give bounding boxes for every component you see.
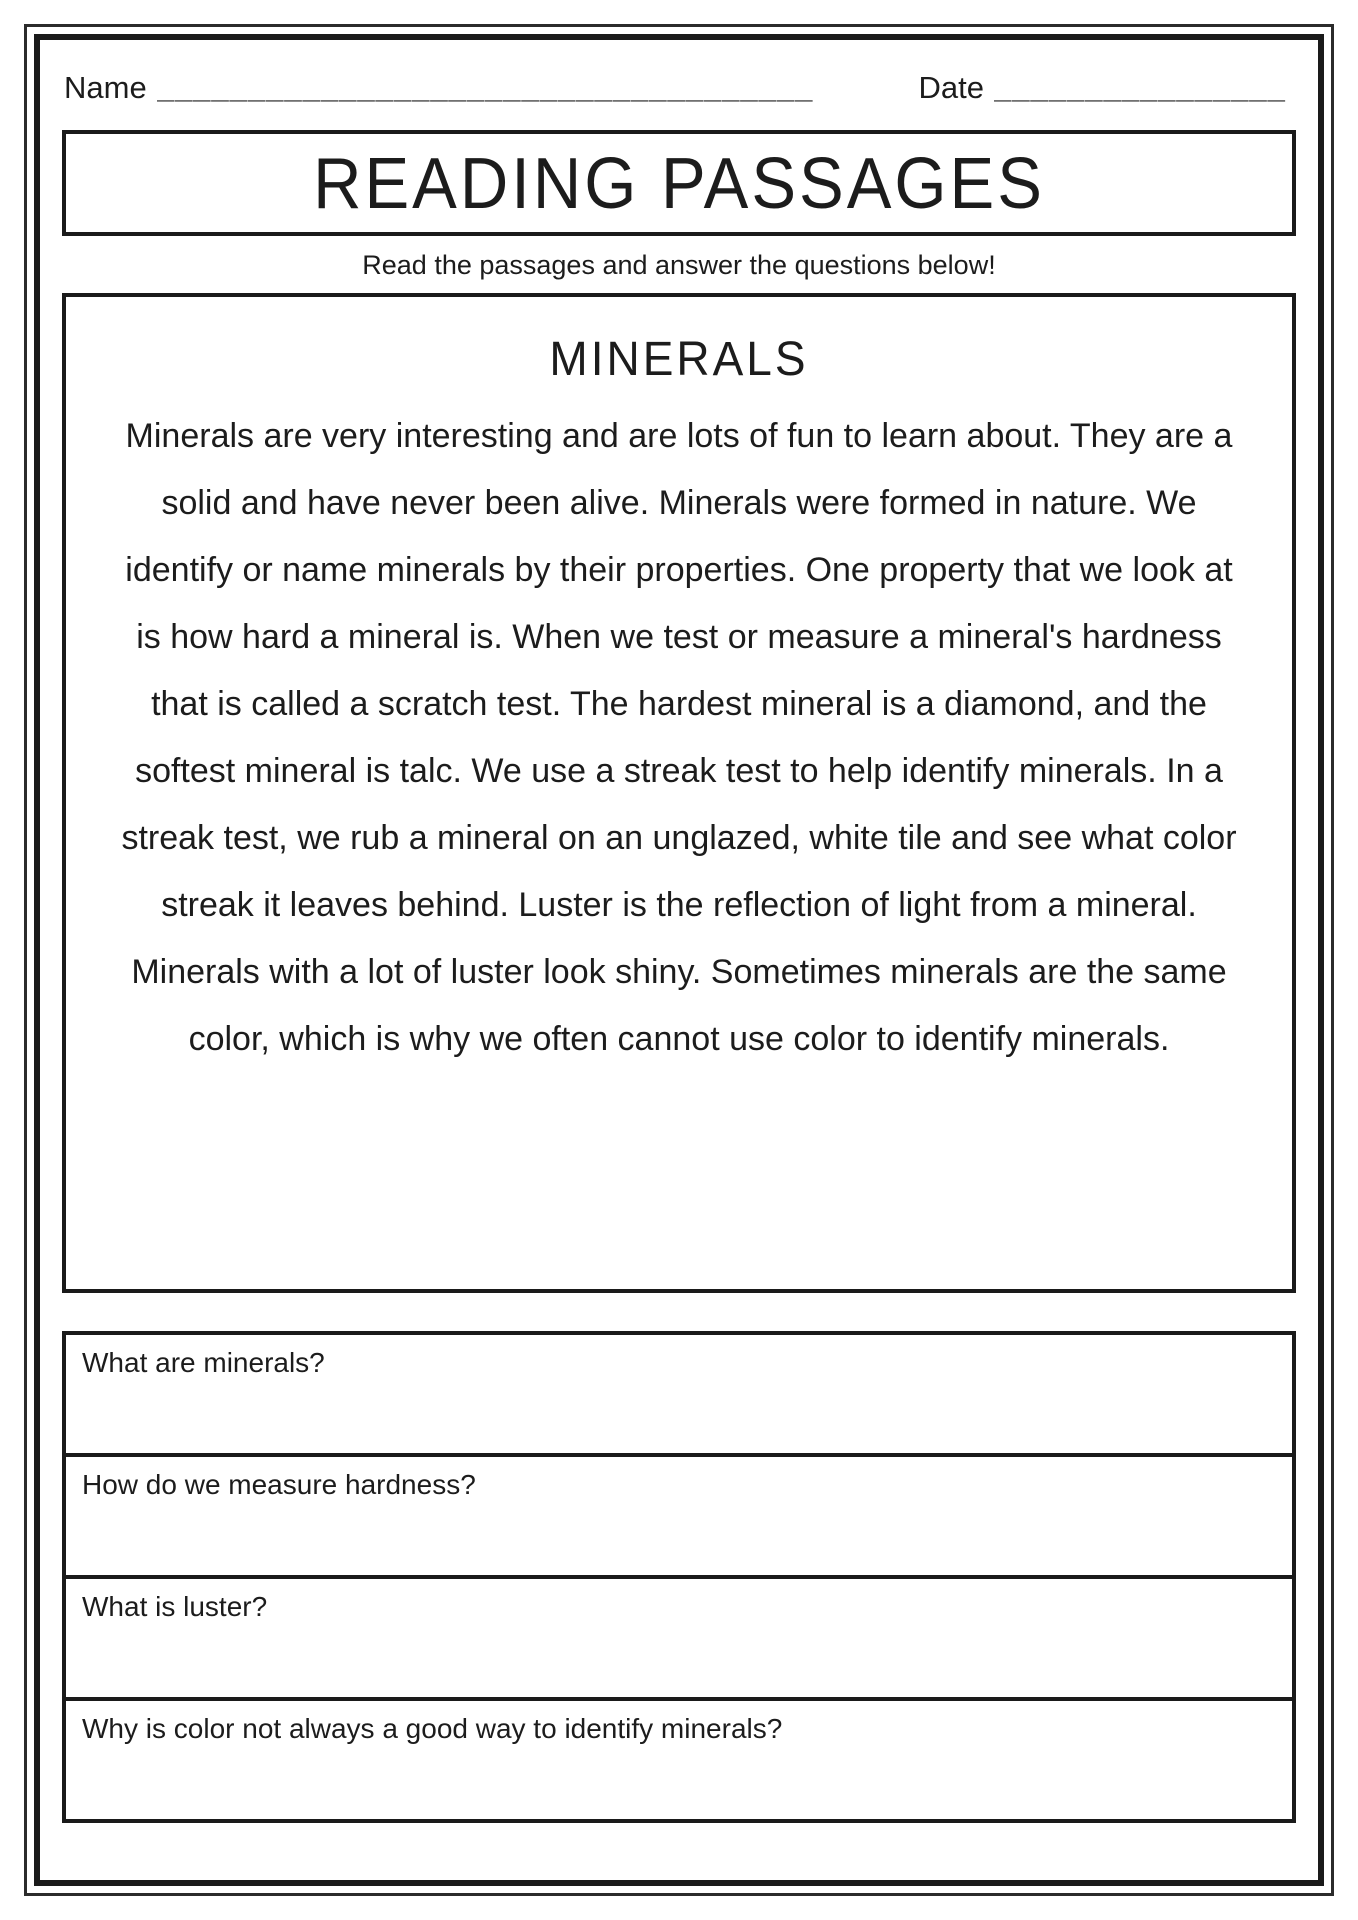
worksheet-title-box (62, 130, 1296, 236)
name-label: Name (64, 70, 147, 105)
question-row-2-answer-area[interactable] (62, 1453, 1296, 1579)
question-row-1-answer-area[interactable] (62, 1331, 1296, 1457)
outer-border-frame (24, 24, 1334, 1896)
passage-title: MINERALS (549, 330, 809, 386)
inner-border-frame (34, 34, 1324, 1886)
instructions-text: Read the passages and answer the questions below! (362, 250, 996, 280)
question-prompt-2: How do we measure hardness? (82, 1469, 476, 1500)
name-blank-line[interactable]: ____________________________________ (156, 70, 814, 105)
passage-text: Minerals are very interesting and are lots of fun to learn about. They are a solid and have never been alive. Minerals were formed in nature. We identify or name minerals by their properties. One property that we look at is how hard a mineral is. When we test or measure a mineral's hardness that is called a scratch test. The hardest mineral is a diamond, and the softest mineral is talc. We use a streak test to help identify minerals. In a streak test, we rub a mineral on an unglazed, white tile and see what color streak it leaves behind. Luster is the reflection of light from a mineral. Minerals with a lot of luster look shiny. Sometimes minerals are the same color, which is why we often cannot use color to identify minerals. (121, 417, 1237, 1058)
question-prompt-3: What is luster? (82, 1591, 268, 1622)
question-prompt-1: What are minerals? (82, 1347, 325, 1378)
date-blank-line[interactable]: ________________ (994, 70, 1286, 105)
date-label: Date (918, 70, 984, 105)
worksheet-title: READING PASSAGES (313, 142, 1045, 224)
question-prompt-4: Why is color not always a good way to identify minerals? (82, 1713, 783, 1744)
name-date-row (64, 70, 1294, 106)
passage-box (62, 293, 1296, 1293)
questions-table (62, 1331, 1296, 1823)
question-row-4-answer-area[interactable] (62, 1697, 1296, 1823)
question-row-3-answer-area[interactable] (62, 1575, 1296, 1701)
